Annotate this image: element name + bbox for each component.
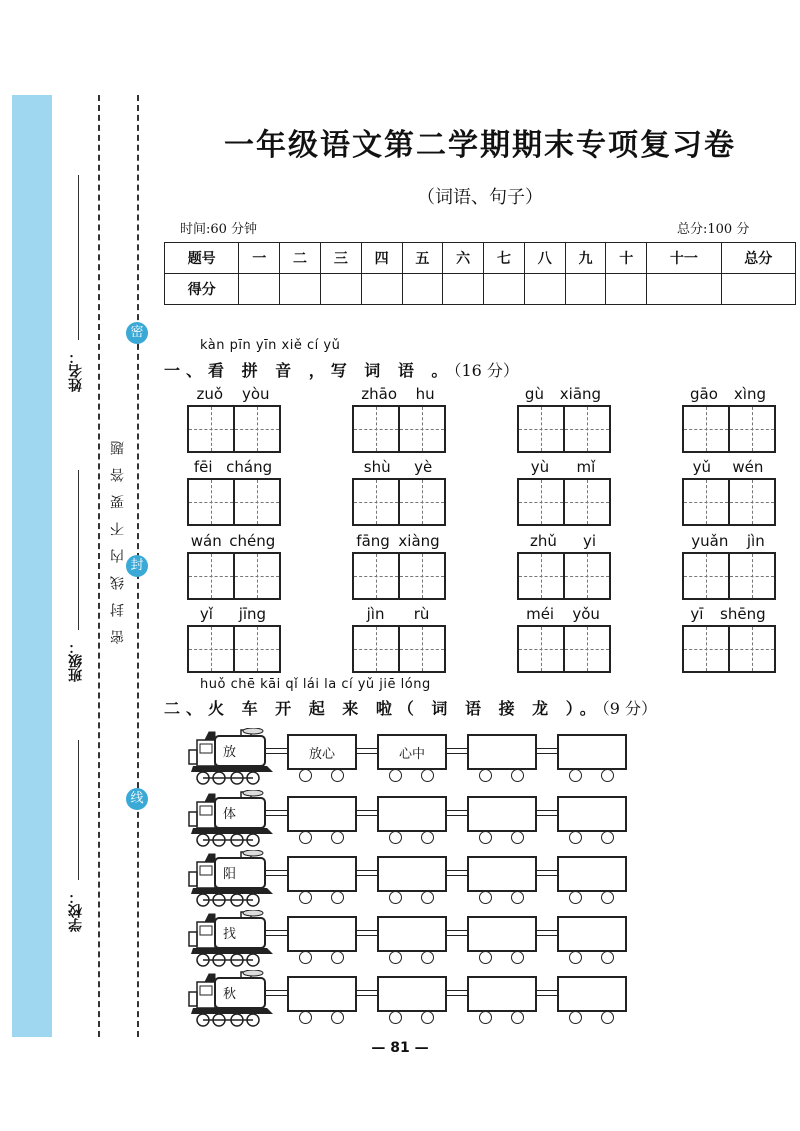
locomotive-char: 放	[223, 745, 237, 760]
word-pinyin	[517, 605, 609, 625]
word-item	[517, 385, 609, 453]
train-car-box[interactable]	[557, 976, 627, 1012]
car-word: 放心	[308, 747, 335, 762]
wheel-icon	[569, 891, 582, 904]
pinyin-syllable: mǐ	[576, 458, 596, 476]
writing-boxes	[517, 478, 609, 526]
page-title: 一年级语文第二学期期末专项复习卷	[224, 128, 736, 163]
score-header-cell: 九	[565, 243, 606, 274]
class-label: 班级：	[68, 640, 84, 682]
word-pinyin	[352, 605, 444, 625]
cut-line-outer	[98, 95, 100, 1037]
wheel-icon	[389, 891, 402, 904]
word-item	[187, 458, 279, 526]
train-coupler	[265, 930, 287, 936]
word-item	[352, 385, 444, 453]
train-car-box[interactable]	[467, 976, 537, 1012]
pinyin-syllable: xiàng	[398, 532, 440, 550]
pinyin-syllable: hu	[415, 385, 435, 403]
wheel-icon	[511, 891, 524, 904]
wheel-icon	[569, 951, 582, 964]
score-table-score-row	[165, 274, 796, 305]
train-row	[187, 790, 627, 850]
train-coupler	[355, 870, 377, 876]
pinyin-syllable: zhǔ	[530, 532, 557, 550]
wheel-icon	[479, 891, 492, 904]
tianzige-cell[interactable]	[563, 552, 611, 600]
wheel-icon	[299, 891, 312, 904]
train-car-box[interactable]	[557, 916, 627, 952]
pinyin-syllable: gāo	[690, 385, 718, 403]
score-row-label: 得分	[165, 274, 239, 305]
writing-boxes	[352, 405, 444, 453]
wheel-icon	[299, 951, 312, 964]
tianzige-cell[interactable]	[233, 478, 281, 526]
tianzige-cell[interactable]	[398, 405, 446, 453]
school-line	[78, 740, 79, 880]
tianzige-cell[interactable]	[563, 478, 611, 526]
tianzige-cell[interactable]	[728, 552, 776, 600]
train-car-box[interactable]	[467, 856, 537, 892]
writing-boxes	[352, 625, 444, 673]
score-header-cell: 三	[320, 243, 361, 274]
pinyin-syllable: yǔ	[692, 458, 712, 476]
wheel-icon	[421, 831, 434, 844]
locomotive-icon	[187, 728, 277, 788]
page-subtitle: （词语、句子）	[417, 187, 543, 208]
pinyin-syllable: zhāo	[361, 385, 398, 403]
train-coupler	[535, 990, 557, 996]
tianzige-cell[interactable]	[233, 625, 281, 673]
wheel-icon	[479, 1011, 492, 1024]
locomotive-icon	[187, 850, 277, 910]
score-header-cell: 二	[280, 243, 321, 274]
tianzige-cell[interactable]	[517, 625, 565, 673]
tianzige-cell[interactable]	[517, 478, 565, 526]
writing-boxes	[517, 405, 609, 453]
tianzige-cell[interactable]	[682, 405, 730, 453]
score-header-cell: 五	[402, 243, 443, 274]
writing-boxes	[352, 478, 444, 526]
word-item	[187, 605, 279, 673]
wheel-icon	[389, 1011, 402, 1024]
wheel-icon	[511, 831, 524, 844]
pinyin-syllable: jīng	[238, 605, 267, 623]
pinyin-syllable: yuǎn	[691, 532, 729, 550]
car-word: 心中	[398, 747, 425, 762]
score-cell[interactable]	[280, 274, 321, 305]
train-coupler	[265, 990, 287, 996]
wheel-icon	[421, 891, 434, 904]
section2-points: （9 分）	[601, 699, 657, 718]
word-pinyin	[187, 385, 279, 405]
pinyin-syllable: fāng	[356, 532, 390, 550]
score-cell[interactable]	[721, 274, 795, 305]
wheel-icon	[601, 1011, 614, 1024]
score-cell[interactable]	[361, 274, 402, 305]
word-pinyin	[187, 605, 279, 625]
word-pinyin	[682, 385, 774, 405]
wheel-icon	[331, 769, 344, 782]
tianzige-cell[interactable]	[187, 552, 235, 600]
tianzige-cell[interactable]	[187, 478, 235, 526]
train-car-box[interactable]	[287, 856, 357, 892]
pinyin-syllable: zuǒ	[196, 385, 224, 403]
score-header-cell: 总分	[721, 243, 795, 274]
section1-title-text: 一、看 拼 音 ，写 词 语 。	[164, 361, 454, 380]
score-header-cell: 六	[443, 243, 484, 274]
train-car-box[interactable]	[467, 916, 537, 952]
tianzige-cell[interactable]	[682, 552, 730, 600]
pinyin-syllable: yòu	[241, 385, 270, 403]
train-coupler	[355, 810, 377, 816]
tianzige-cell[interactable]	[352, 625, 400, 673]
pinyin-syllable: gù	[524, 385, 544, 403]
locomotive-char: 找	[223, 927, 237, 942]
word-pinyin	[682, 532, 774, 552]
writing-boxes	[187, 405, 279, 453]
score-cell[interactable]	[402, 274, 443, 305]
train-car-box[interactable]	[557, 856, 627, 892]
wheel-icon	[299, 1011, 312, 1024]
word-item	[682, 458, 774, 526]
wheel-icon	[511, 951, 524, 964]
score-header-cell: 题号	[165, 243, 239, 274]
wheel-icon	[331, 891, 344, 904]
wheel-icon	[601, 769, 614, 782]
locomotive-icon	[187, 790, 277, 850]
score-cell[interactable]	[320, 274, 361, 305]
wheel-icon	[601, 891, 614, 904]
pinyin-syllable: shēng	[720, 605, 766, 623]
word-item	[682, 605, 774, 673]
score-cell[interactable]	[565, 274, 606, 305]
tianzige-cell[interactable]	[187, 405, 235, 453]
word-pinyin	[682, 458, 774, 478]
seal-mi: 密	[126, 322, 148, 344]
train-coupler	[445, 930, 467, 936]
tianzige-cell[interactable]	[682, 478, 730, 526]
tianzige-cell[interactable]	[728, 478, 776, 526]
wheel-icon	[569, 831, 582, 844]
locomotive-icon	[187, 970, 277, 1030]
wheel-icon	[421, 951, 434, 964]
score-header-cell: 四	[361, 243, 402, 274]
wheel-icon	[601, 951, 614, 964]
pinyin-syllable: wén	[732, 458, 764, 476]
wheel-icon	[479, 831, 492, 844]
wheel-icon	[331, 1011, 344, 1024]
section2-title-text: 二、火 车 开 起 来 啦（ 词 语 接 龙 ）。	[164, 699, 602, 718]
pinyin-syllable: xiāng	[559, 385, 602, 403]
word-item	[352, 532, 444, 600]
writing-boxes	[187, 552, 279, 600]
section1-pinyin: kàn pīn yīn xiě cí yǔ	[200, 338, 341, 353]
word-pinyin	[352, 532, 444, 552]
tianzige-cell[interactable]	[517, 552, 565, 600]
train-coupler	[445, 748, 467, 754]
train-row	[187, 728, 627, 788]
writing-boxes	[682, 405, 774, 453]
wheel-icon	[389, 951, 402, 964]
train-car-box[interactable]	[377, 976, 447, 1012]
train-coupler	[355, 748, 377, 754]
train-coupler	[265, 810, 287, 816]
tianzige-cell[interactable]	[233, 552, 281, 600]
writing-boxes	[682, 552, 774, 600]
score-cell[interactable]	[606, 274, 647, 305]
section2-title	[164, 696, 657, 719]
tianzige-cell[interactable]	[398, 552, 446, 600]
exam-total: 总分:100 分	[677, 222, 750, 237]
wheel-icon	[479, 951, 492, 964]
word-pinyin	[517, 385, 609, 405]
wheel-icon	[569, 769, 582, 782]
word-item	[187, 532, 279, 600]
pinyin-syllable: yǒu	[572, 605, 600, 623]
wheel-icon	[389, 831, 402, 844]
pinyin-syllable: wán	[190, 532, 222, 550]
tianzige-cell[interactable]	[563, 405, 611, 453]
word-item	[517, 605, 609, 673]
binding-note: 密封线内不要答题	[110, 428, 126, 644]
train-car-box[interactable]	[377, 916, 447, 952]
writing-boxes	[517, 625, 609, 673]
train-coupler	[445, 810, 467, 816]
school-label: 学校：	[68, 890, 84, 932]
score-cell[interactable]	[484, 274, 525, 305]
tianzige-cell[interactable]	[728, 625, 776, 673]
train-row	[187, 970, 627, 1030]
wheel-icon	[421, 769, 434, 782]
pinyin-syllable: rù	[413, 605, 430, 623]
train-coupler	[535, 748, 557, 754]
word-pinyin	[187, 458, 279, 478]
pinyin-syllable: fēi	[193, 458, 213, 476]
section2-pinyin: huǒ chē kāi qǐ lái la cí yǔ jiē lóng	[200, 677, 431, 692]
train-coupler	[265, 748, 287, 754]
train-car-box[interactable]	[467, 796, 537, 832]
train-car-box[interactable]	[287, 916, 357, 952]
name-label: 姓名：	[68, 350, 84, 392]
score-cell[interactable]	[524, 274, 565, 305]
word-item	[352, 458, 444, 526]
wheel-icon	[299, 769, 312, 782]
wheel-icon	[421, 1011, 434, 1024]
word-item	[517, 458, 609, 526]
train-row	[187, 910, 627, 970]
score-table-header-row	[165, 243, 796, 274]
word-item	[352, 605, 444, 673]
seal-xian: 线	[126, 788, 148, 810]
score-cell[interactable]	[443, 274, 484, 305]
writing-boxes	[187, 625, 279, 673]
score-cell[interactable]	[647, 274, 721, 305]
train-car-box[interactable]	[557, 796, 627, 832]
locomotive-char: 体	[223, 807, 237, 822]
pinyin-syllable: xìng	[733, 385, 766, 403]
wheel-icon	[601, 831, 614, 844]
score-header-cell: 八	[524, 243, 565, 274]
class-line	[78, 470, 79, 630]
tianzige-cell[interactable]	[398, 478, 446, 526]
writing-boxes	[682, 478, 774, 526]
pinyin-syllable: cháng	[226, 458, 273, 476]
train-coupler	[355, 930, 377, 936]
pinyin-syllable: yè	[414, 458, 433, 476]
section1-title	[164, 358, 519, 381]
name-line	[78, 175, 79, 340]
exam-time: 时间:60 分钟	[180, 222, 258, 237]
pinyin-syllable: yī	[690, 605, 704, 623]
wheel-icon	[479, 769, 492, 782]
section1-points: （16 分）	[453, 361, 519, 380]
tianzige-cell[interactable]	[352, 405, 400, 453]
score-table	[164, 242, 796, 305]
train-coupler	[355, 990, 377, 996]
tianzige-cell[interactable]	[563, 625, 611, 673]
word-item	[517, 532, 609, 600]
tianzige-cell[interactable]	[517, 405, 565, 453]
pinyin-syllable: chéng	[229, 532, 276, 550]
word-item	[187, 385, 279, 453]
tianzige-cell[interactable]	[728, 405, 776, 453]
train-car-box[interactable]	[287, 734, 357, 770]
train-coupler	[535, 930, 557, 936]
pinyin-syllable: yi	[582, 532, 596, 550]
pinyin-syllable: jìn	[746, 532, 765, 550]
train-car-box[interactable]	[377, 796, 447, 832]
binding-strip	[12, 95, 52, 1037]
score-header-cell: 七	[484, 243, 525, 274]
score-header-cell: 十一	[647, 243, 721, 274]
tianzige-cell[interactable]	[187, 625, 235, 673]
word-pinyin	[517, 532, 609, 552]
wheel-icon	[331, 951, 344, 964]
train-car-box[interactable]	[287, 976, 357, 1012]
word-pinyin	[352, 385, 444, 405]
pinyin-syllable: shù	[363, 458, 391, 476]
wheel-icon	[389, 769, 402, 782]
train-coupler	[265, 870, 287, 876]
pinyin-syllable: yǐ	[199, 605, 213, 623]
pinyin-syllable: yù	[530, 458, 550, 476]
train-car-box[interactable]	[287, 796, 357, 832]
word-item	[682, 532, 774, 600]
wheel-icon	[331, 831, 344, 844]
train-row	[187, 850, 627, 910]
word-pinyin	[187, 532, 279, 552]
train-coupler	[535, 810, 557, 816]
pinyin-syllable: jìn	[366, 605, 385, 623]
writing-boxes	[187, 478, 279, 526]
locomotive-char: 阳	[223, 867, 237, 882]
score-header-cell: 十	[606, 243, 647, 274]
train-car-box[interactable]	[557, 734, 627, 770]
seal-feng: 封	[126, 555, 148, 577]
page-number: — 81 —	[371, 1040, 429, 1056]
train-coupler	[445, 990, 467, 996]
train-coupler	[445, 870, 467, 876]
train-car-box[interactable]	[377, 734, 447, 770]
writing-boxes	[517, 552, 609, 600]
wheel-icon	[511, 1011, 524, 1024]
train-car-box[interactable]	[467, 734, 537, 770]
tianzige-cell[interactable]	[682, 625, 730, 673]
wheel-icon	[569, 1011, 582, 1024]
pinyin-syllable: méi	[526, 605, 555, 623]
tianzige-cell[interactable]	[352, 552, 400, 600]
wheel-icon	[299, 831, 312, 844]
tianzige-cell[interactable]	[398, 625, 446, 673]
wheel-icon	[511, 769, 524, 782]
word-pinyin	[352, 458, 444, 478]
locomotive-char: 秋	[223, 987, 237, 1002]
score-header-cell: 一	[239, 243, 280, 274]
word-pinyin	[682, 605, 774, 625]
word-item	[682, 385, 774, 453]
locomotive-icon	[187, 910, 277, 970]
word-pinyin	[517, 458, 609, 478]
tianzige-cell[interactable]	[352, 478, 400, 526]
tianzige-cell[interactable]	[233, 405, 281, 453]
score-cell[interactable]	[239, 274, 280, 305]
train-coupler	[535, 870, 557, 876]
writing-boxes	[352, 552, 444, 600]
train-car-box[interactable]	[377, 856, 447, 892]
writing-boxes	[682, 625, 774, 673]
